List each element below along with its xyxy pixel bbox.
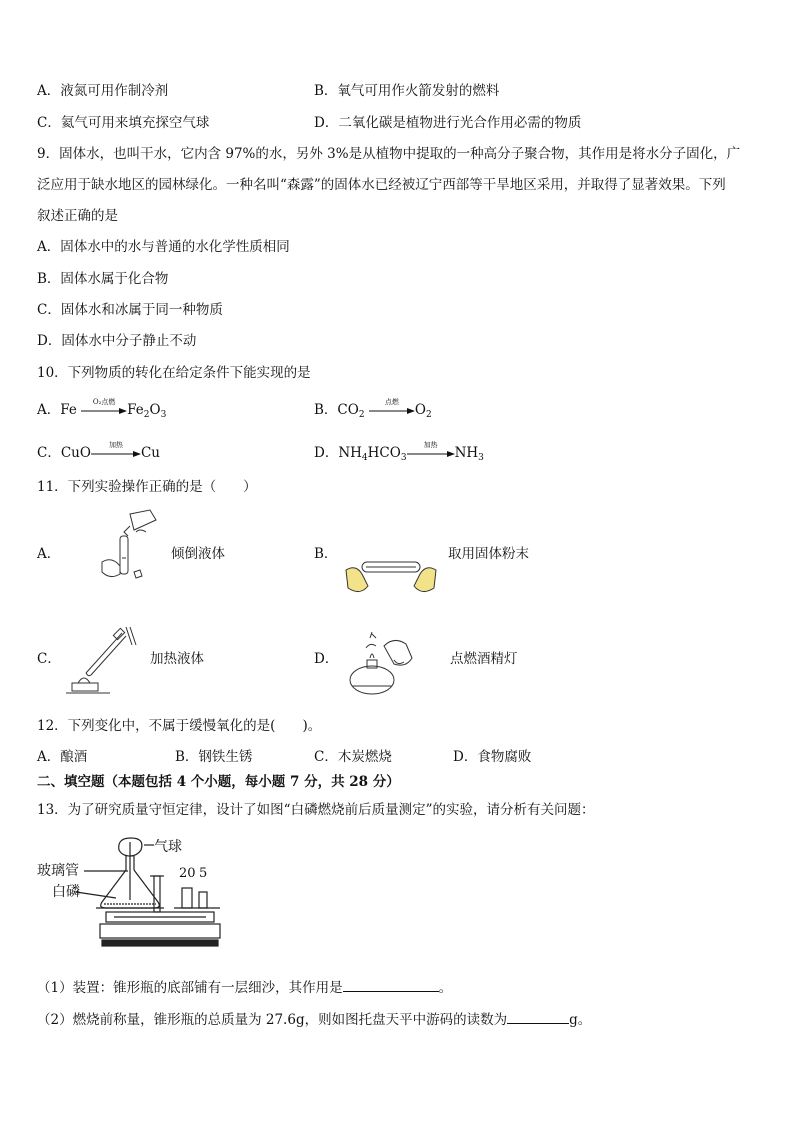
q13-sub2 xyxy=(37,1010,591,1029)
q11-c-caption: 加热液体 xyxy=(150,651,204,667)
q12-stem: 12．下列变化中，不属于缓慢氧化的是( )。 xyxy=(37,718,322,734)
q11-b-caption: 取用固体粉末 xyxy=(448,546,529,562)
q10-c-product: Cu xyxy=(140,445,160,461)
q10-a-sub1: 2 xyxy=(143,410,150,420)
q12-option-b: B．钢铁生锈 xyxy=(175,749,253,765)
arrow-icon xyxy=(407,450,455,458)
q12-option-d: D．食物腐败 xyxy=(453,749,532,765)
q9-option-a: A．固体水中的水与普通的水化学性质相同 xyxy=(37,239,290,255)
q10-d-arrow xyxy=(407,440,455,458)
q13-sub1-blank[interactable] xyxy=(343,978,439,992)
arrow-icon xyxy=(369,407,415,415)
q10-b-arrow xyxy=(369,397,415,415)
q9-stem-line1: 9．固体水，也叫干水，它内含 97%的水，另外 3%是从植物中提取的一种高分子聚合物，其作用是将水分子固化，广 xyxy=(37,146,741,162)
q10-d-reactant-b: HCO xyxy=(367,445,401,461)
q10-b-reactant: CO xyxy=(337,402,359,418)
q10-a-product: Fe xyxy=(127,402,144,418)
q10-b-label: B． xyxy=(314,402,338,418)
q10-a-sub2: 3 xyxy=(160,410,167,420)
arrow-icon xyxy=(91,450,141,458)
q9-stem-line2: 泛应用于缺水地区的园林绿化。一种名叫“森露”的固体水已经被辽宁西部等干旱地区采用，并取得了显著效果。下列 xyxy=(37,177,726,193)
q11-b-label: B． xyxy=(314,546,338,562)
section-title: 二、填空题（本题包括 4 个小题，每小题 7 分，共 28 分） xyxy=(37,774,400,790)
q10-a-product-o: O xyxy=(149,402,161,418)
q10-option-d xyxy=(314,440,484,463)
q10-d-rsub1: 4 xyxy=(361,453,368,463)
q13-sub2-text: （2）燃烧前称量，锥形瓶的总质量为 27.6g，则如图托盘天平中游码的读数为 xyxy=(37,1012,508,1028)
q12-option-c: C．木炭燃烧 xyxy=(314,749,392,765)
fig-label-glass-tube: 玻璃管 xyxy=(37,863,79,879)
q13-sub2-end: g。 xyxy=(569,1012,592,1028)
q11-d-caption: 点燃酒精灯 xyxy=(450,651,518,667)
q8-option-b: B．氧气可用作火箭发射的燃料 xyxy=(314,83,500,99)
arrow-icon xyxy=(81,407,127,415)
q11-d-label: D． xyxy=(314,651,339,667)
q11-a-caption: 倾倒液体 xyxy=(171,546,225,562)
q8-option-d: D．二氧化碳是植物进行光合作用必需的物质 xyxy=(314,115,582,131)
heating-liquid-figure xyxy=(66,623,138,695)
q11-c-label: C． xyxy=(37,651,61,667)
q10-a-condition: O₂点燃 xyxy=(92,397,116,406)
q10-b-product: O xyxy=(414,402,426,418)
q13-sub1-end: 。 xyxy=(438,980,453,996)
pouring-liquid-figure xyxy=(94,508,160,586)
q8-option-c: C．氦气可用来填充探空气球 xyxy=(37,115,210,131)
q10-c-label: C． xyxy=(37,445,61,461)
q9-option-d: D．固体水中分子静止不动 xyxy=(37,333,197,349)
q10-option-c xyxy=(37,440,160,462)
q10-stem: 10．下列物质的转化在给定条件下能实现的是 xyxy=(37,365,311,381)
q10-d-label: D． xyxy=(314,445,339,461)
q10-a-arrow xyxy=(81,397,127,415)
q10-c-reactant: CuO xyxy=(60,445,91,461)
q11-a-label: A． xyxy=(37,546,61,562)
q13-sub1 xyxy=(37,978,452,997)
fig-label-white-phosphorus: 白磷 xyxy=(52,884,80,900)
q13-sub2-blank[interactable] xyxy=(507,1010,569,1024)
q13-sub1-text: （1）装置：锥形瓶的底部铺有一层细沙，其作用是 xyxy=(37,980,343,996)
q10-b-rsub: 2 xyxy=(358,410,365,420)
q10-d-reactant-a: NH xyxy=(338,445,362,461)
q9-option-b: B．固体水属于化合物 xyxy=(37,271,169,287)
q9-option-c: C．固体水和冰属于同一种物质 xyxy=(37,302,223,318)
powder-tube-figure xyxy=(342,548,440,596)
q10-c-arrow xyxy=(91,440,141,458)
fig-label-weight-20: 20 xyxy=(179,866,196,881)
q10-option-a xyxy=(37,397,167,420)
q10-d-condition: 加热 xyxy=(423,440,438,449)
fig-label-weight-5: 5 xyxy=(199,866,208,881)
q10-b-psub: 2 xyxy=(425,410,432,420)
q10-option-b xyxy=(314,397,432,420)
q10-a-label: A． xyxy=(37,402,61,418)
q12-option-a: A．酿酒 xyxy=(37,749,88,765)
lighting-alcohol-lamp-figure xyxy=(342,628,418,700)
q10-b-condition: 点燃 xyxy=(384,397,399,406)
q10-d-psub: 3 xyxy=(478,453,484,463)
q8-option-a: A．液氮可用作制冷剂 xyxy=(37,83,169,99)
fig-label-balloon: 气球 xyxy=(154,839,182,855)
q9-stem-line3: 叙述正确的是 xyxy=(37,208,118,224)
q13-stem: 13．为了研究质量守恒定律，设计了如图“白磷燃烧前后质量测定”的实验，请分析有关问题： xyxy=(37,802,595,818)
q10-a-reactant: Fe xyxy=(60,402,77,418)
q10-d-product: NH xyxy=(454,445,479,461)
q11-stem: 11．下列实验操作正确的是（ ） xyxy=(37,479,257,495)
q10-c-condition: 加热 xyxy=(108,440,123,449)
q10-d-rsub2: 3 xyxy=(400,453,407,463)
